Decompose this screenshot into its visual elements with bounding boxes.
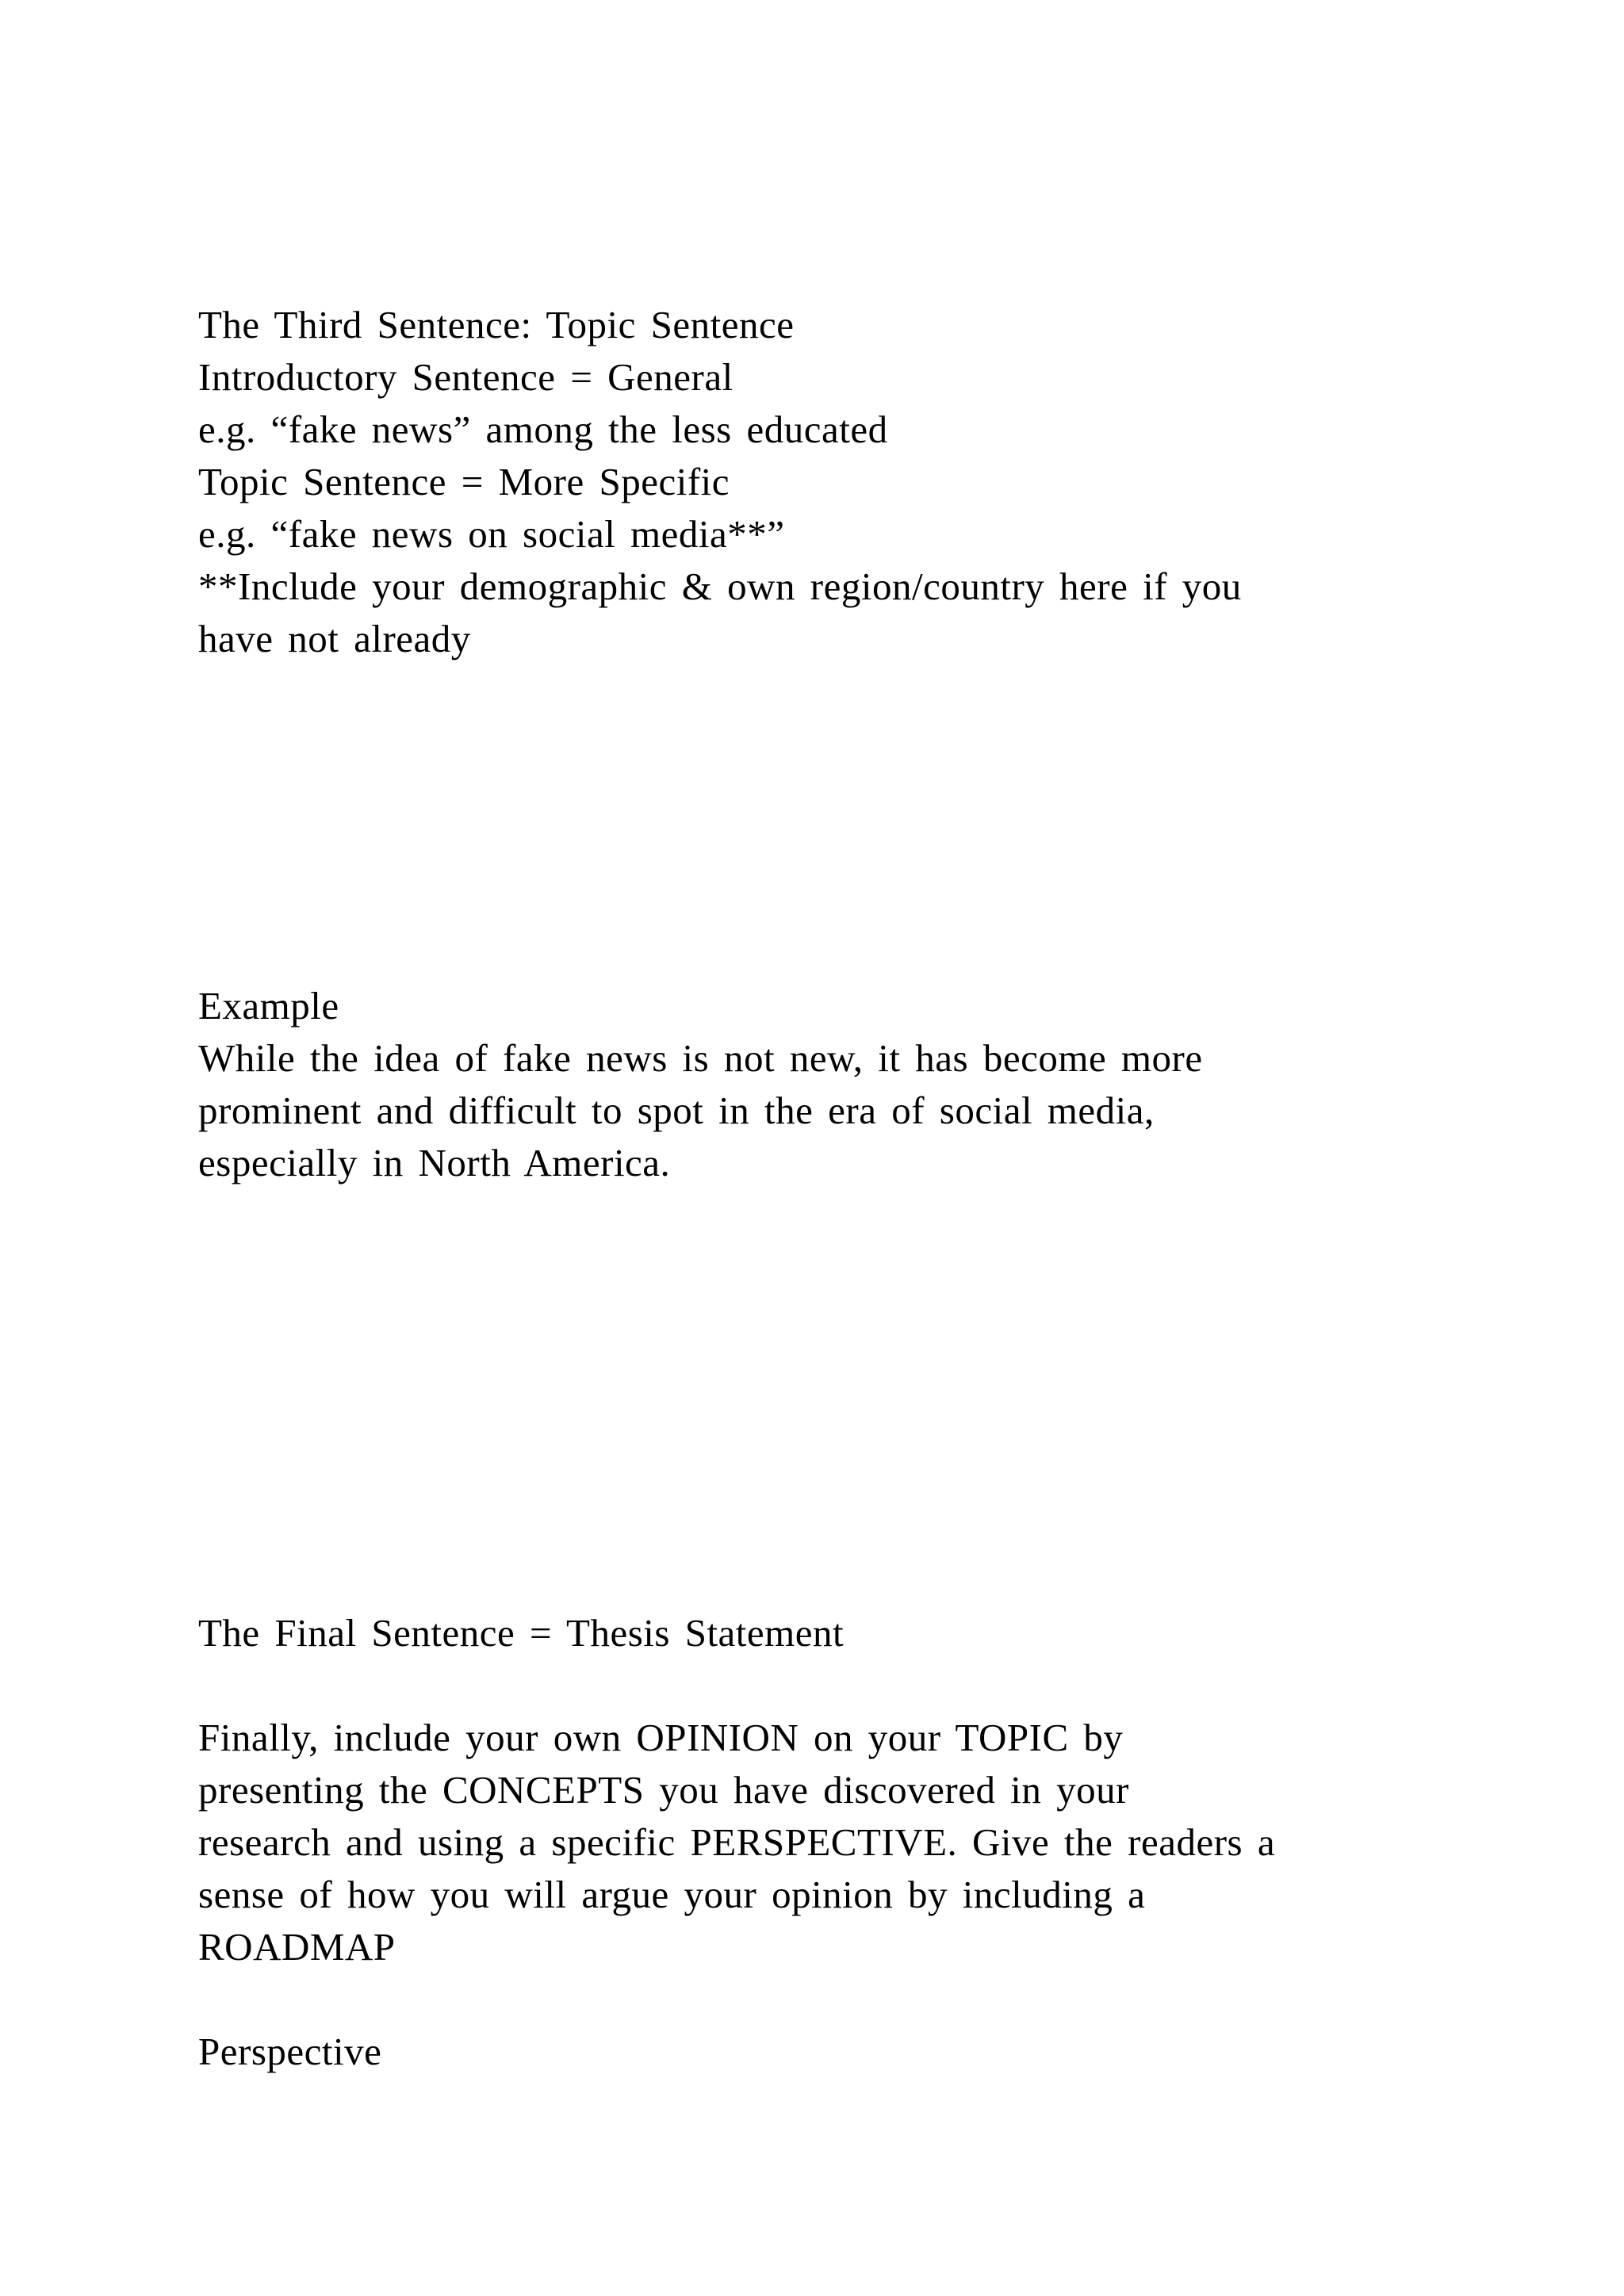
example-specific-line: e.g. “fake news on social media**”: [198, 512, 785, 556]
thesis-text-line: presenting the CONCEPTS you have discovered in your: [198, 1768, 1129, 1812]
thesis-text-line: research and using a specific PERSPECTIVE. Give the readers a: [198, 1820, 1276, 1864]
example-text-line: prominent and difficult to spot in the era of social media,: [198, 1089, 1155, 1132]
topic-sentence-heading: The Third Sentence: Topic Sentence: [198, 303, 795, 346]
introductory-sentence-line: Introductory Sentence = General: [198, 355, 733, 399]
perspective-heading: Perspective: [198, 2030, 382, 2073]
example-heading: Example: [198, 984, 339, 1027]
example-text-line: While the idea of fake news is not new, it has become more: [198, 1036, 1203, 1080]
thesis-text-line: ROADMAP: [198, 1925, 396, 1969]
thesis-text-line: Finally, include your own OPINION on your TOPIC by: [198, 1716, 1124, 1759]
topic-sentence-specific-line: Topic Sentence = More Specific: [198, 460, 730, 503]
example-general-line: e.g. “fake news” among the less educated: [198, 408, 888, 451]
example-text-line: especially in North America.: [198, 1141, 671, 1184]
thesis-text-line: sense of how you will argue your opinion by including a: [198, 1873, 1146, 1916]
have-not-already-line: have not already: [198, 617, 471, 660]
include-demographic-line: **Include your demographic & own region/country here if you: [198, 564, 1242, 608]
thesis-statement-heading: The Final Sentence = Thesis Statement: [198, 1611, 845, 1655]
